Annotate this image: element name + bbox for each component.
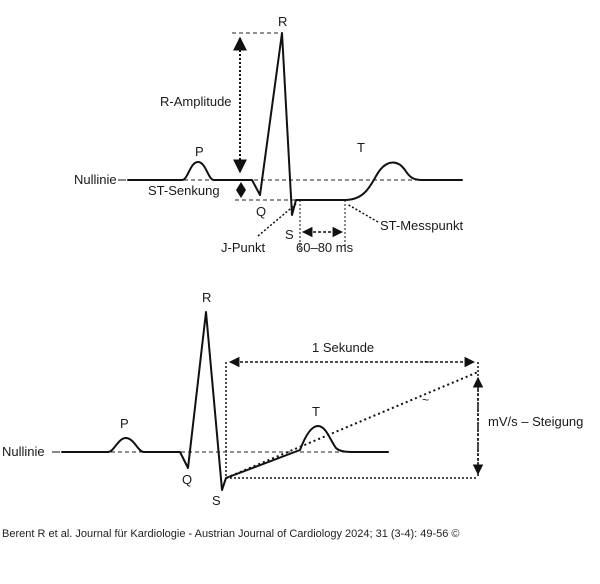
top-st-messpunkt-leader [347,204,378,222]
top-label-p: P [195,144,204,159]
bottom-slope-line [226,372,478,478]
bottom-label-nullinie: Nullinie [2,444,45,459]
bottom-break-mark-top: ~ [424,355,432,369]
top-label-j-punkt: J-Punkt [221,240,266,255]
bottom-ecg-diagram [2,290,583,508]
top-ecg-diagram [74,14,463,255]
top-label-interval: 60–80 ms [296,240,354,255]
top-label-s: S [285,227,294,242]
top-label-r: R [278,14,288,29]
figure-caption: Berent R et al. Journal für Kardiologie - Austrian Journal of Cardiology 2024; 31 (3-4): 49-56 © [2,528,460,540]
top-label-t: T [357,140,365,155]
bottom-ecg-waveform [62,312,388,490]
top-label-r-amplitude: R-Amplitude [160,94,232,109]
top-label-nullinie: Nullinie [74,172,117,187]
top-label-st-messpunkt: ST-Messpunkt [380,218,464,233]
bottom-break-mark-slope: ~ [422,393,430,407]
bottom-label-slope: mV/s – Steigung [488,414,584,429]
bottom-label-q: Q [182,472,193,487]
bottom-label-s: S [212,493,221,508]
bottom-label-p: P [120,416,129,431]
top-label-q: Q [256,204,267,219]
top-st-senkung-arrow-up [236,182,246,190]
bottom-label-r: R [202,290,212,305]
top-label-st-senkung: ST-Senkung [148,183,220,198]
top-st-senkung-arrow-down [236,190,246,198]
bottom-label-one-second: 1 Sekunde [312,340,375,355]
bottom-label-t: T [312,404,320,419]
